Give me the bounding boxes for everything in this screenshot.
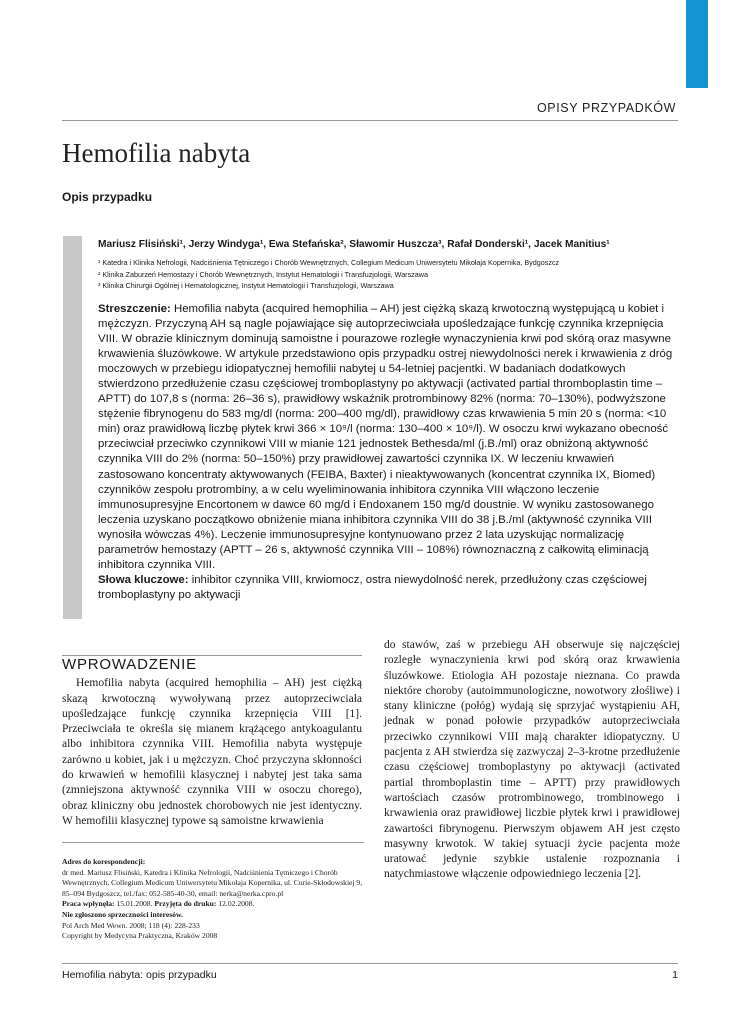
affiliation-2: ² Klinika Zaburzeń Hemostazy i Chorób Wewnętrznych, Instytut Hematologii i Transfuzjologii, Warszawa: [98, 269, 428, 279]
abstract-text: [98, 302, 678, 604]
author-list: Mariusz Flisiński¹, Jerzy Windyga¹, Ewa Stefańska², Sławomir Huszcza³, Rafał Donderski¹, Jacek Manitius¹: [98, 239, 610, 250]
received-date: 15.01.2008.: [116, 899, 153, 909]
footer-divider: [62, 963, 678, 964]
abstract-label: Streszczenie:: [98, 302, 171, 315]
correspondence-address: dr med. Mariusz Flisiński, Katedra i Klinika Nefrologii, Nadciśnienia Tętniczego i Chorób Wewnętrznych, Collegium Medicum Uniwersytetu Mikołaja Kopernika, ul. Curie-Skłodowskiej 9, 85–094 Bydgoszcz, tel./fax: 052-585-40-30, email: nerka@nerka.cpro.pl: [62, 867, 363, 898]
keywords: [98, 573, 678, 603]
intro-paragraph-left: Hemofilia nabyta (acquired hemophilia – AH) jest ciężką skazą krwotoczną wywoływaną przez autoprzeciwciała upośledzające funkcję czynnika krzepnięcia VIII [1]. Przeciwciała te określa się mianem krążącego antykoagulantu albo inhibitora czynnika VIII. Hemofilia nabyta występuje zarówno u kobiet, jak i u mężczyzn. Choć przyczyna skłonności do krwawień w hemofilii klasycznej i nabytej jest taka sama (zmniejszona aktywność czynnika VIII w osoczu chorego), obraz kliniczny obu jednostek chorobowych nie jest identyczny. W hemofilii klasycznej typowe są samoistne krwawienia: [62, 677, 362, 827]
running-footer: Hemofilia nabyta: opis przypadku: [62, 969, 217, 981]
copyright: Copyright by Medycyna Praktyczna, Kraków 2008: [62, 931, 218, 941]
article-title: Hemofilia nabyta: [62, 138, 251, 168]
accepted-label: Przyjęta do druku:: [154, 899, 217, 909]
abstract-body: Hemofilia nabyta (acquired hemophilia – AH) jest ciężką skazą krwotoczną występującą u kobiet i mężczyzn. Przyczyną AH są nagle pojawiające się autoprzeciwciała upośledzające funkcję czynnika krzepnięcia VIII. W obrazie klinicznym dominują samoistne i pourazowe rozległe wynaczynienia krwi pod skórą oraz masywne krwawienia śluzówkowe. W artykule przedstawiono opis przypadku ostrej niewydolności nerek i krwawienia z dróg moczowych w przebiegu idiopatycznej hemofilii nabytej u 54-letniej pacjentki. W badaniach dodatkowych stwierdzono przedłużenie czasu częściowej tromboplastyny po aktywacji (activated partial thromboplastin time – APTT) do 107,8 s (norma: 26–36 s), prawidłowy wskaźnik protrombinowy 82% (norma: 70–130%), podwyższone stężenie fibrynogenu do 583 mg/dl (norma: 200–400 mg/dl), prawidłowy czas krwawienia 5 min 20 s (norma: <10 min) oraz prawidłową liczbę płytek krwi 366 × 10⁹/l (norma: 130–400 × 10⁹/l). W osoczu krwi wykazano obecność przeciwciał przeciwko czynnikowi VIII w mianie 121 jednostek Bethesda/ml (j.B./ml) oraz obniżoną aktywność czynnika VIII do 2% (norma: 50–150%) przy prawidłowej zawartości czynnika IX. W leczeniu krwawień zastosowano koncentraty aktywowanych (FEIBA, Baxter) i nieaktywowanych (koncentrat czynnika IX, Biomed) czynników zespołu protrombiny, a w celu wyeliminowania inhibitora czynnika VIII włączono leczenie immunosupresyjne Encortonem w dawce 60 mg/d i Endoxanem 150 mg/d doustnie. W wyniku zastosowanego leczenia uzyskano początkowo obniżenie miana inhibitora czynnika VIII do 38 j.B./ml (aktywność czynnika VIII wynosiła wówczas 4%). Leczenie immunosupresyjne kontynuowano przez 2 lata uzyskując normalizację parametrów hemostazy (APTT – 26 s, aktywność czynnika VIII – 108%) równoznaczną z całkowitą eliminacją inhibitora czynnika VIII.: [98, 302, 673, 572]
body-column-right: [384, 638, 680, 883]
conflict-statement: Nie zgłoszono sprzeczności interesów.: [62, 909, 183, 919]
abstract-block: [98, 236, 678, 603]
body-column-left: [62, 655, 362, 829]
intro-paragraph-right: do stawów, zaś w przebiegu AH obserwuje się najczęściej rozległe wynaczynienia krwi pod skórą oraz krwawienia śluzówkowe. Etiologia AH pozostaje nieznana. Co prawda niektóre choroby (autoimmunologiczne, nowotwory złośliwe) i stany kliniczne (połóg) wydają się sprzyjać wystąpieniu AH, jednak w ponad połowie przypadków autoprzeciwciała przeciwko czynnikowi VIII mają charakter idiopatyczny. U pacjenta z AH stwierdza się zazwyczaj 2–3-krotne przedłużenie czasu częściowej tromboplastyny po aktywacji (activated partial thromboplastin time – APTT) przy prawidłowych wartościach czasów protrombinowego, trombinowego i krwawienia oraz prawidłowej liczbie płytek krwi i prawidłowej zawartości fibrynogenu. Pierwszym objawem AH jest często masywny krwotok. W takiej sytuacji życie pacjenta może uratować jedynie szybkie ustalenie rozpoznania i natychmiastowe włączenie odpowiedniego leczenia [2].: [384, 639, 680, 881]
keywords-body: inhibitor czynnika VIII, krwiomocz, ostra niewydolność nerek, przedłużony czas częściowej tromboplastyny po aktywacji: [98, 574, 647, 602]
page-number: 1: [672, 969, 678, 981]
section-label: OPISY PRZYPADKÓW: [536, 101, 676, 115]
received-label: Praca wpłynęła:: [62, 899, 115, 909]
citation: Pol Arch Med Wewn. 2008; 118 (4): 228-233: [62, 920, 200, 930]
affiliation-1: ¹ Katedra i Klinika Nefrologii, Nadciśnienia Tętniczego i Chorób Wewnętrznych, Collegium Medicum Uniwersytetu Mikołaja Kopernika, Bydgoszcz: [98, 258, 560, 267]
section-heading: WPROWADZENIE: [62, 656, 197, 673]
abstract-side-band: [63, 236, 82, 619]
accent-bar: [686, 0, 708, 88]
correspondence-box: [62, 842, 364, 942]
correspondence-heading: Adres do korespondencji:: [62, 857, 146, 866]
header-divider: [62, 120, 678, 121]
affiliation-3: ³ Klinika Chirurgii Ogólnej i Hematologicznej, Instytut Hematologii i Transfuzjologii, Warszawa: [98, 281, 394, 290]
keywords-label: Słowa kluczowe:: [98, 574, 189, 587]
article-subtitle: Opis przypadku: [62, 190, 153, 204]
accepted-date: 12.02.2008.: [218, 899, 255, 909]
